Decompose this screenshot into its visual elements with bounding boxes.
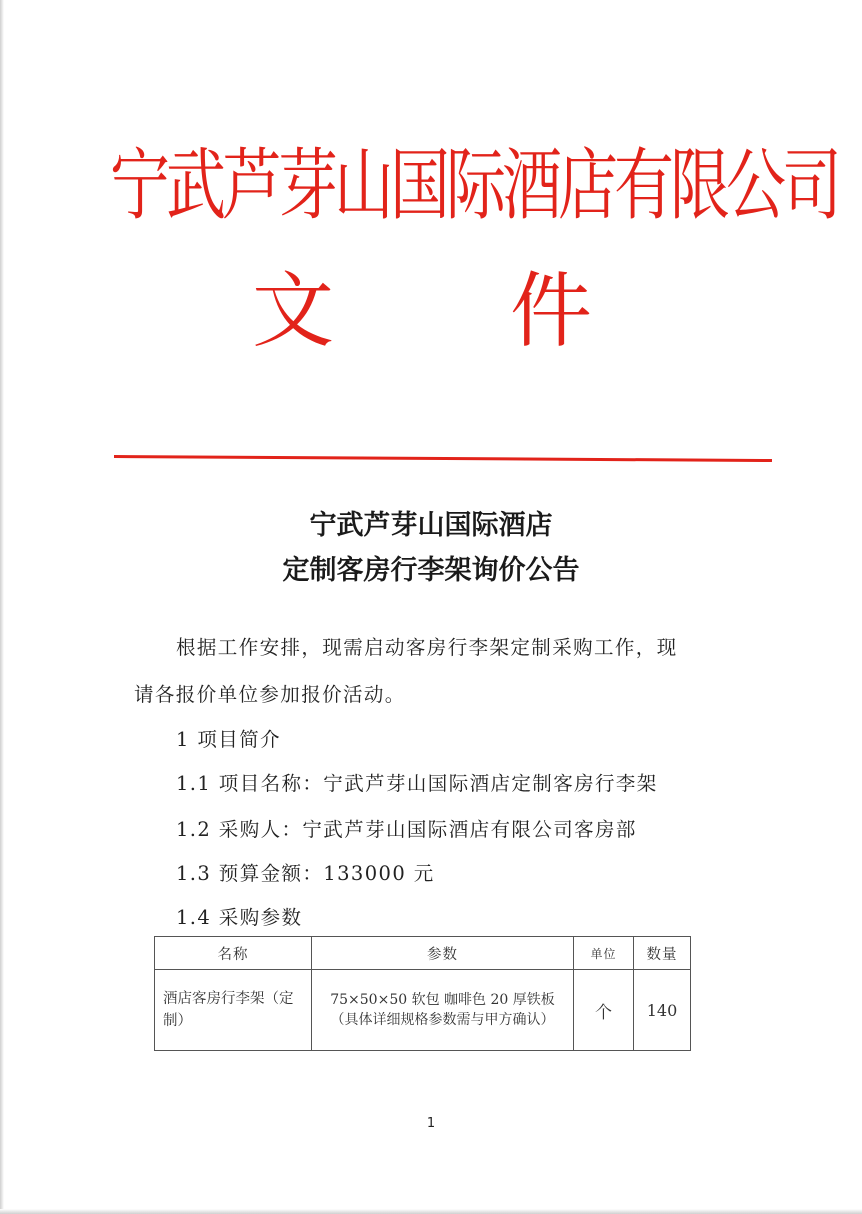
notice-title-line1: 宁武芦芽山国际酒店 xyxy=(309,510,553,541)
item-project-name: 1.1 项目名称：宁武芦芽山国际酒店定制客房行李架 xyxy=(176,772,658,795)
page-edge-shadow-bottom xyxy=(0,1209,862,1214)
column-header-unit: 单位 xyxy=(574,937,634,970)
letterhead-doc-char-2: 件 xyxy=(510,264,593,359)
table-row xyxy=(155,970,691,1051)
item-budget: 1.3 预算金额：133000 元 xyxy=(176,862,435,885)
column-header-name: 名称 xyxy=(155,937,312,970)
cell-item-params: 75×50×50 软包 咖啡色 20 厚铁板（具体详细规格参数需与甲方确认） xyxy=(312,970,574,1051)
letterhead-red-rule xyxy=(114,455,772,462)
item-purchase-params: 1.4 采购参数 xyxy=(176,906,303,929)
intro-paragraph-line2: 请各报价单位参加报价活动。 xyxy=(134,683,406,706)
cell-item-quantity: 140 xyxy=(634,970,691,1051)
item-purchaser: 1.2 采购人：宁武芦芽山国际酒店有限公司客房部 xyxy=(176,818,637,841)
page-edge-shadow xyxy=(0,0,4,1214)
cell-item-unit: 个 xyxy=(574,970,634,1051)
column-header-quantity: 数量 xyxy=(634,937,691,970)
letterhead-org-name: 宁武芦芽山国际酒店有限公司 xyxy=(110,140,838,232)
cell-item-name: 酒店客房行李架（定制） xyxy=(155,970,312,1051)
letterhead-doc-char-1: 文 xyxy=(252,264,335,359)
intro-paragraph-line1: 根据工作安排，现需启动客房行李架定制采购工作，现 xyxy=(176,636,678,659)
page-number: 1 xyxy=(426,1116,436,1131)
purchase-params-table xyxy=(154,936,691,1051)
notice-title-line2: 定制客房行李架询价公告 xyxy=(282,555,580,586)
table-header-row xyxy=(155,937,691,970)
column-header-params: 参数 xyxy=(312,937,574,970)
section-heading-project-intro: 1 项目简介 xyxy=(176,728,282,751)
